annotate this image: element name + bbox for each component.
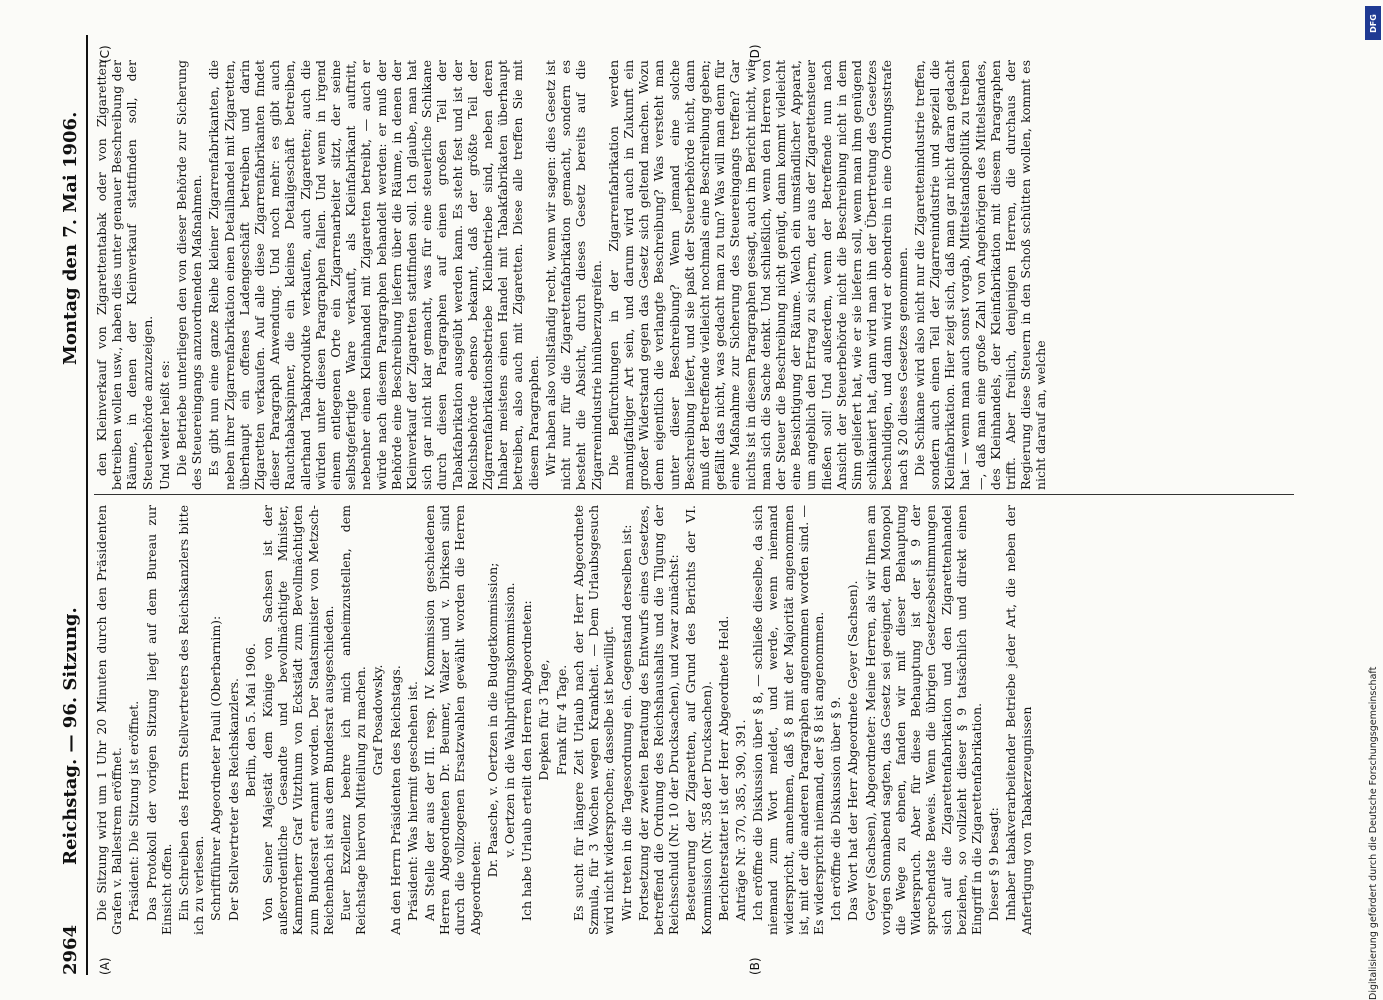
paragraph: Fortsetzung der zweiten Beratung des Entwurfs eines Gesetzes, betreffend die Ordnung des Reichshaushalts und die Tilgung der Reichsschuld (Nr. 10 der Drucksachen), und zwar zunächst: (635, 505, 682, 935)
paragraph: Berlin, den 5. Mai 1906. (242, 643, 258, 797)
margin-marker-b: (B) (748, 957, 762, 975)
column-divider (94, 494, 1294, 495)
paragraph: Wir haben also vollständig recht, wenn wir sagen: dies Gesetz ist nicht nur für die Zigarettenfabrikation gemacht, sondern es besteht die Absicht, durch dieses Gesetz bereits auf die Zigarrenindustrie hinüberzugreifen. (542, 60, 604, 490)
paragraph: Präsident: Die Sitzung ist eröffnet. (126, 700, 142, 921)
paragraph: Der Stellvertreter des Reichskanzlers. (225, 677, 241, 921)
paragraph: Die Schikane wird also nicht nur die Zigarettenindustrie treffen, sondern auch einen Teil der Zigarrenindustrie und speziell die Kleinfabrikation. Hier zeigt sich, daß man gar nicht daran gedacht hat — wenn man auch sonst vorgab, Mittelstandspolitik zu treiben —, daß man eine große Zahl von Angehörigen des Mittelstandes, des Kleinhandels, der Kleinfabrikation mit diesem Paragraphen trifft. Aber freilich, denjenigen Herren, die durchaus der Regierung diese Steuern in den Schoß schütten wollen, kommt es nicht darauf an, welche (911, 60, 1049, 490)
paragraph: Präsident: Was hiermit geschehen ist. (404, 681, 420, 921)
rotated-document-page (58, 35, 1303, 975)
paragraph: Das Protokoll der vorigen Sitzung liegt auf dem Bureau zur Einsicht offen. (143, 505, 174, 935)
page-header (58, 35, 84, 975)
right-text-column (94, 60, 1051, 490)
paragraph: Das Wort hat der Herr Abgeordnete Geyer (Sachsen). (845, 580, 861, 921)
right-running-title: Montag den 7. Mai 1906. (60, 111, 81, 365)
left-text-column (94, 505, 1036, 935)
page-number: 2964 (60, 924, 81, 975)
paragraph: Es gibt nun eine ganze Reihe kleiner Zigarrenfabrikanten, die neben ihrer Zigarrenfabrikation einen Detailhandel mit Zigaretten, überhaupt ein offenes Ladengeschäft betreiben und darin Zigaretten verkaufen. Auf alle diese Zigarrenfabrikanten findet dieser Paragraph Anwendung. Und noch mehr: es gibt auch Rauchtabakspinner, die ein kleines Detailgeschäft betreiben, allerhand Tabakprodukte verkaufen, auch Zigaretten; auch die würden unter diesen Paragraphen fallen. Und wenn in irgend einem entlegenen Orte ein Zigarrenarbeiter sitzt, der seine selbstgefertigte Ware verkauft, als Kleinfabrikant auftritt, nebenher einen Kleinhandel mit Zigaretten betreibt, — auch er würde nach diesem Paragraphen behandelt werden: er muß der Behörde eine Beschreibung liefern über die Räume, in denen der Kleinverkauf der Zigaretten stattfinden soll. Ich glaube, man hat sich gar nicht klar gemacht, was für eine steuerliche Schikane durch diesen Paragraphen auf einen großen Teil der Tabakfabrikation ausgeübt werden kann. Es steht fest und ist der Reichsbehörde ebenso bekannt, daß der größte Teil der Zigarrenfabrikationsbetriebe Kleinbetriebe sind, neben deren Inhaber meistens einen Handel mit Tabakfabrikaten überhaupt betreiben, also auch mit Zigaretten. Diese alle treffen Sie mit diesem Paragraphen. (206, 60, 541, 490)
paragraph: Wir treten in die Tagesordnung ein. Gegenstand derselben ist: (618, 524, 634, 921)
paragraph: An den Herrn Präsidenten des Reichstags. (387, 665, 403, 935)
paragraph: Dr. Paasche, v. Oertzen in die Budgetkommission; (484, 562, 500, 878)
dfg-logo-text: DFG (1368, 13, 1378, 33)
paragraph: v. Oertzen in die Wahlprüfungskommission. (502, 582, 518, 858)
paragraph: Berichterstatter ist der Herr Abgeordnete Held. (715, 615, 731, 921)
paragraph: Die Betriebe unterliegen den von dieser Behörde zur Sicherung des Steuereingangs anzuordnenden Maßnahmen. (174, 60, 205, 490)
paragraph: Frank für 4 Tage. (553, 664, 569, 776)
signature-text: Graf Posadowsky. (370, 664, 386, 776)
paragraph: Depken für 3 Tage, (536, 659, 552, 781)
digitization-credit: Digitalisierung gefördert durch die Deutsche Forschungsgemeinschaft (1368, 666, 1379, 1000)
paragraph: Anträge Nr. 370, 385, 390, 391. (732, 719, 748, 921)
paragraph: Schriftführer Abgeordneter Pauli (Oberbarnim): (208, 615, 224, 921)
paragraph: Ich eröffne die Diskussion über § 9. (828, 696, 844, 921)
paragraph: Inhaber tabakverarbeitender Betriebe jeder Art, die neben der Anfertigung von Tabakerzeugnissen (1003, 505, 1034, 935)
paragraph: Es sucht für längere Zeit Urlaub nach der Herr Abgeordnete Szmula, für 3 Wochen wegen Krankheit. — Dem Urlaubsgesuch wird nicht widersprochen; dasselbe ist bewilligt. (570, 505, 617, 935)
paragraph: Von Seiner Majestät dem Könige von Sachsen ist der außerordentliche Gesandte und bevollmächtigte Minister, Kammerherr Graf Vitzthum von Eckstädt zum Bevollmächtigten zum Bundesrat ernannt worden. Der Staatsminister von Metzsch-Reichenbach ist aus dem Bundesrat ausgeschieden. (260, 505, 336, 935)
paragraph: Die Sitzung wird um 1 Uhr 20 Minuten durch den Präsidenten Grafen v. Ballestrem eröffnet. (94, 505, 125, 935)
margin-marker-a: (A) (98, 957, 112, 975)
paragraph: Ein Schreiben des Herrn Stellvertreters des Reichskanzlers bitte ich zu verlesen. (176, 505, 207, 935)
paragraph: Geyer (Sachsen), Abgeordneter: Meine Herren, als wir Ihnen am vorigen Sonnabend sagten, das Gesetz sei geeignet, dem Monopol die Wege zu ebnen, fanden wir mit dieser Behauptung Widerspruch. Aber für diese Behauptung ist der § 9 der sprechendste Beweis. Wenn die übrigen Gesetzesbestimmungen sich auf die Zigarettenfabrikation und den Zigarettenhandel beziehen, so vollzieht dieser § 9 tatsächlich und direkt einen Eingriff in die Zigarettenfabrikation. (862, 505, 984, 935)
paragraph: Ich habe Urlaub erteilt den Herren Abgeordneten: (519, 600, 535, 921)
margin-marker-c: (C) (98, 45, 112, 63)
paragraph: Ich eröffne die Diskussion über § 8, — schließe dieselbe, da sich niemand zum Wort meldet, und werde, wenn niemand widerspricht, annehmen, daß § 8 mit der Majorität angenommen ist, mit der die anderen Paragraphen angenommen worden sind. — Es widerspricht niemand, der § 8 ist angenommen. (750, 505, 826, 935)
paragraph: den Kleinverkauf von Zigarettentabak oder von Zigaretten betreiben wollen usw., haben dies unter genauer Beschreibung der Räume, in denen der Kleinverkauf stattfinden soll, der Steuerbehörde anzuzeigen. (94, 60, 155, 490)
paragraph: An Stelle der aus der III. resp. IV. Kommission geschiedenen Herren Abgeordneten Dr. Beumer, Walzer und v. Dirksen sind durch die vollzogenen Ersatzwahlen gewählt worden die Herren Abgeordneten: (422, 505, 483, 935)
header-rule (86, 35, 88, 975)
paragraph: Die Befürchtungen in der Zigarrenfabrikation werden mannigfaltiger Art sein, und darum wird auch in Zukunft ein großer Widerstand gegen das Gesetz sich geltend machen. Wozu denn eigentlich die verlangte Beschreibung? Was versteht man unter dieser Beschreibung? Wenn jemand eine solche Beschreibung liefert, und sie paßt der Steuerbehörde nicht, dann muß der Betreffende vielleicht nochmals eine Beschreibung geben; gefällt das nicht, was gedacht man zu tun? Was will man denn für eine Maßnahme zur Sicherung des Steuereingangs treffen? Gar nichts ist in diesem Paragraphen gesagt, auch im Bericht nicht, wie man sich die Sache denkt. Und schließlich, wenn den Herren von der Steuer die Beschreibung nicht genügt, dann kommt vielleicht eine Besichtigung der Räume. Welch ein umständlicher Apparat, um angeblich den Ertrag zu sichern, der aus der Zigarettensteuer fließen soll! Und außerdem, wenn der Betreffende nun nach Ansicht der Steuerbehörde nicht die Beschreibung nicht in dem Sinn geliefert hat, wie er sie liefern soll, wenn man ihm genügend schikaniert hat, dann wird man ihn der Übertretung des Gesetzes beschuldigen, und dann wird er obendrein in eine Ordnungsstrafe nach § 20 dieses Gesetzes genommen. (605, 60, 910, 490)
left-running-title: Reichstag. — 96. Sitzung. (60, 607, 81, 865)
paragraph: Und weiter heißt es: (156, 360, 172, 490)
paragraph: Euer Exzellenz beehre ich mich anheimzustellen, dem Reichstage hiervon Mitteilung zu machen. (338, 505, 369, 935)
margin-marker-d: (D) (748, 44, 762, 63)
paragraph: Besteuerung der Zigaretten, auf Grund des Berichts der VI. Kommission (Nr. 358 der Drucksachen). (683, 505, 714, 935)
paragraph: Dieser § 9 besagt: (986, 807, 1002, 921)
